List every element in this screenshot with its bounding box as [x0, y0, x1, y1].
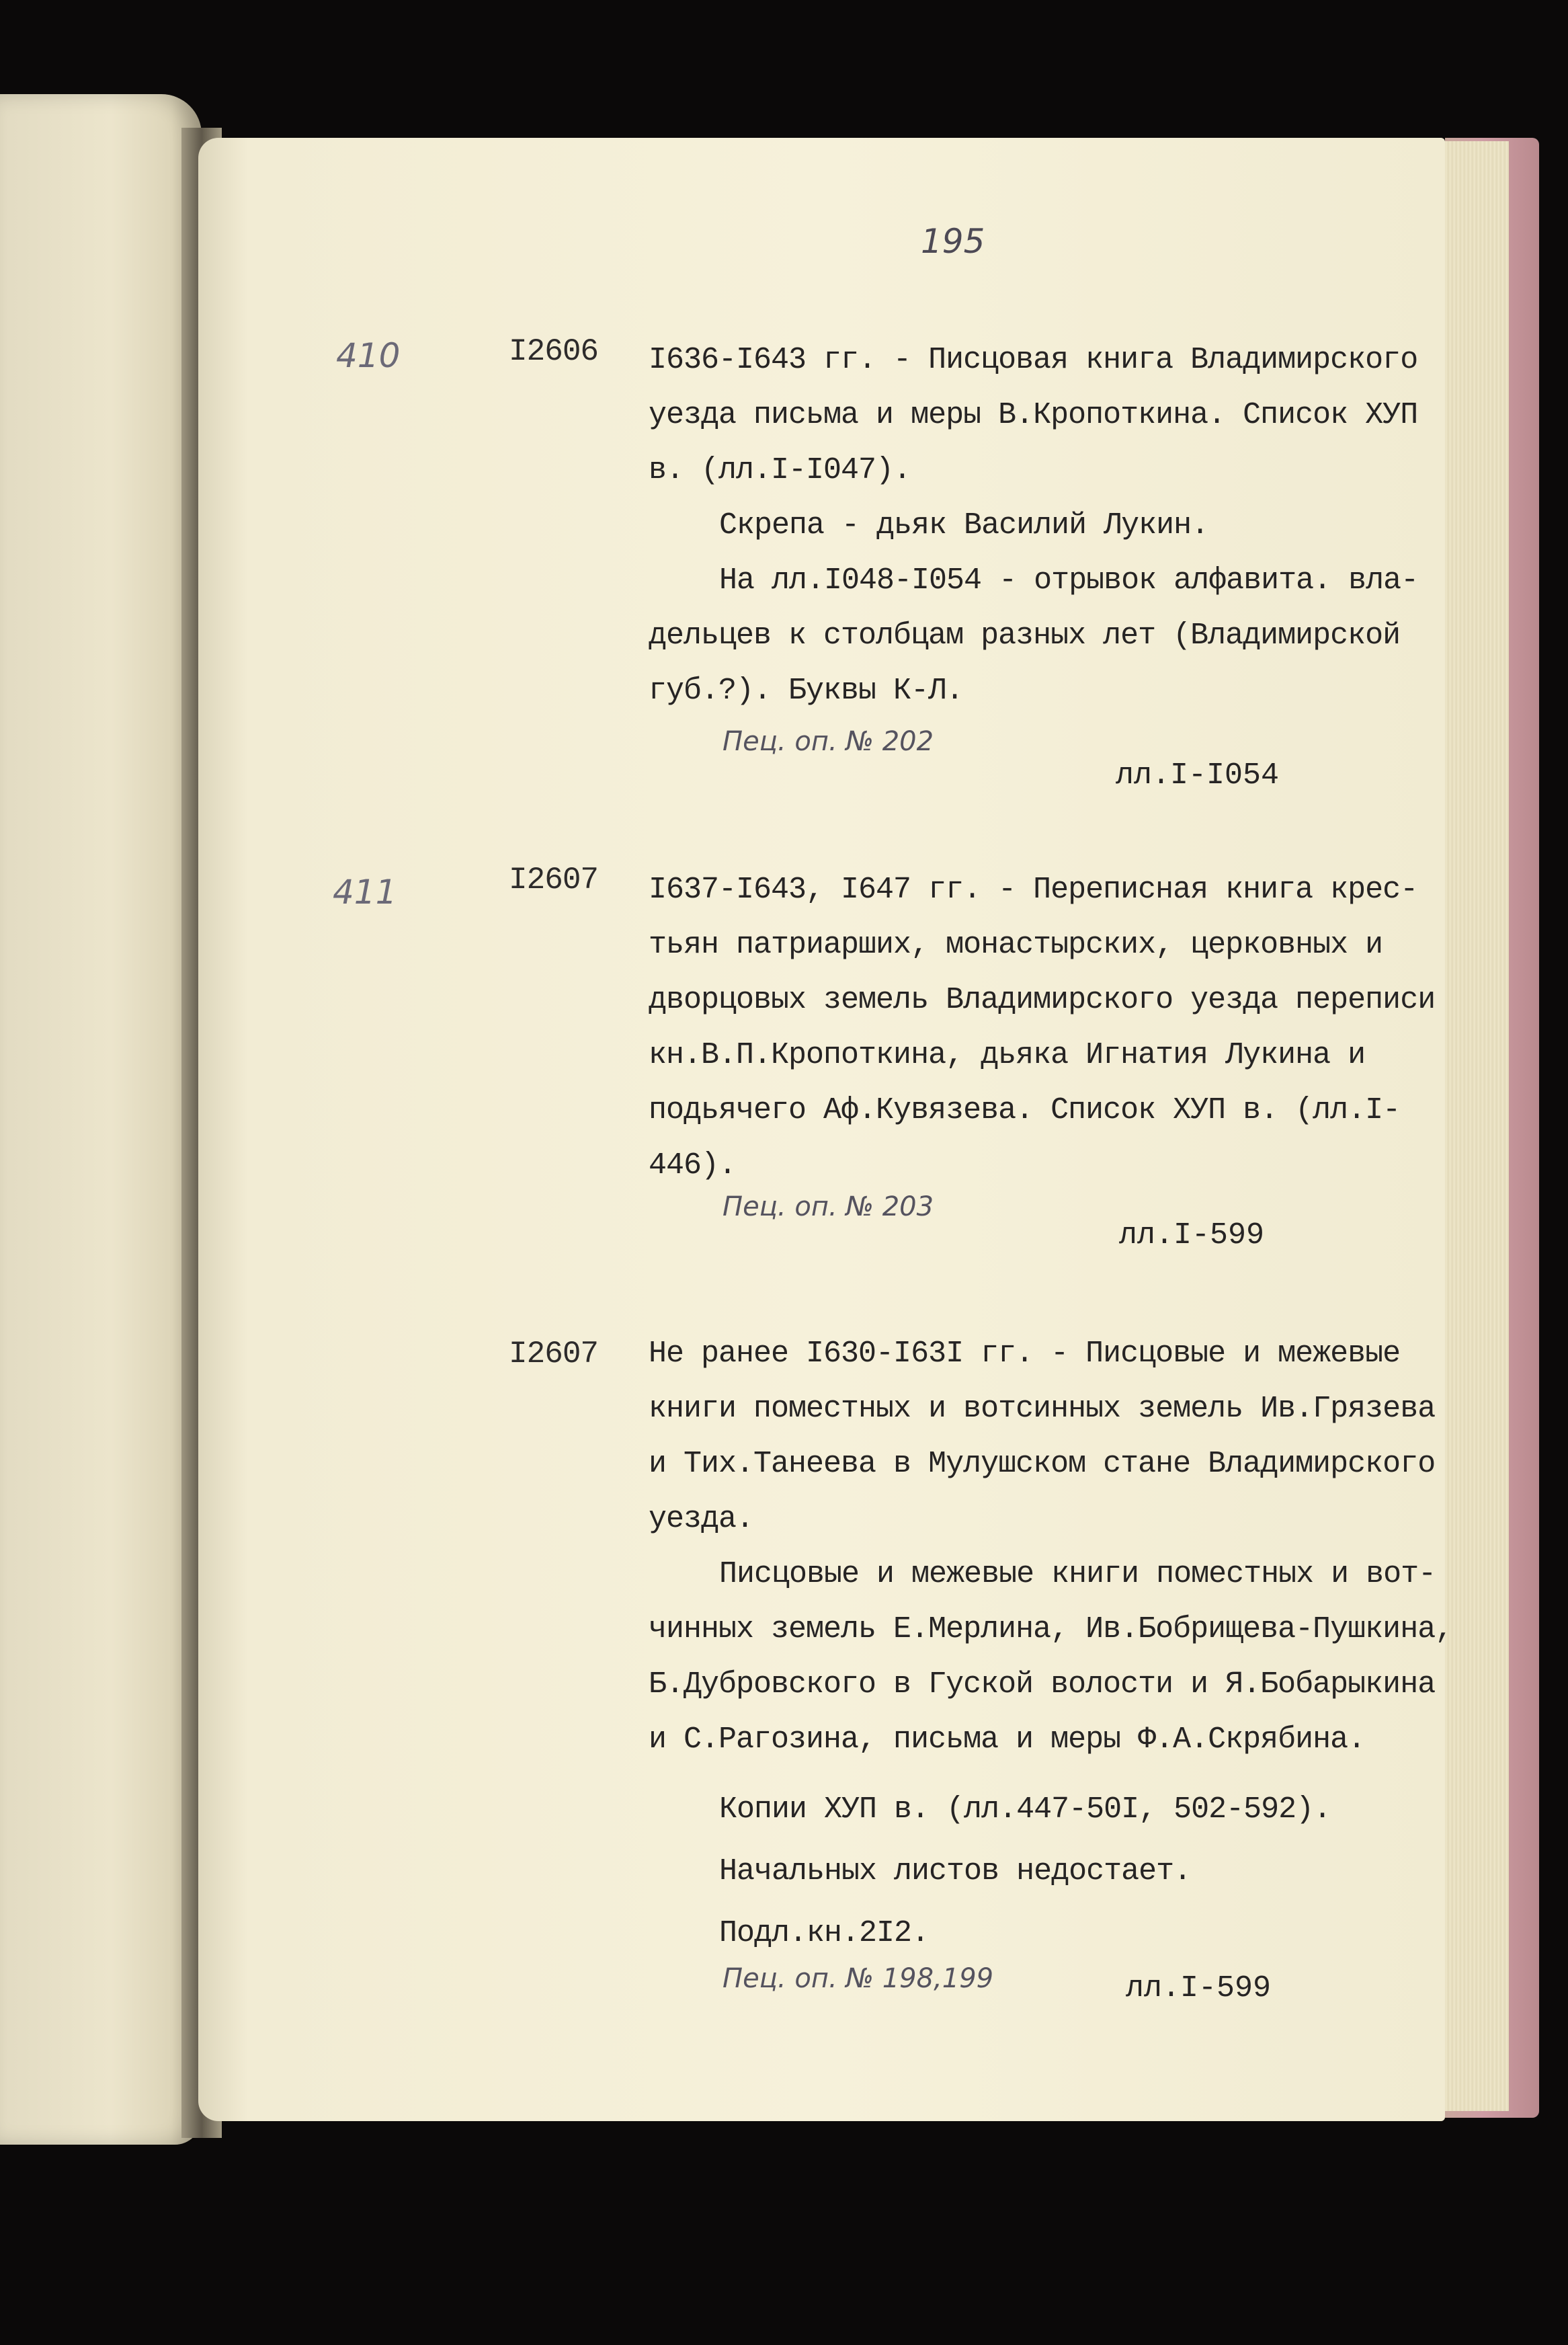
entry-text-line: тьян патриарших, монастырских, церковных и [649, 928, 1383, 962]
entry-text-line: Скрепа - дьяк Василий Лукин. [719, 508, 1209, 543]
entry-leaf-range: лл.I-599 [1119, 1218, 1265, 1253]
entry-text-line: уезда. [649, 1502, 754, 1536]
entry-text-line: книги поместных и вотсинных земель Ив.Грязева [649, 1392, 1436, 1426]
entry-text-line: губ.?). Буквы К-Л. [649, 674, 964, 708]
entry-text-line: Не ранее I630-I63I гг. - Писцовые и межевые [649, 1337, 1401, 1371]
entry-handwritten-note: Пец. оп. № 202 [723, 726, 934, 757]
entry-text-line: чинных земель Е.Мерлина, Ив.Бобрищева-Пушкина, [649, 1612, 1453, 1646]
entry-text-line: уезда письма и меры В.Кропоткина. Список ХУП [649, 398, 1418, 432]
entry-text-line: I636-I643 гг. - Писцовая книга Владимирского [649, 343, 1418, 377]
entry-leaf-range: лл.I-599 [1126, 1971, 1272, 2005]
entry-inventory-number: I2607 [509, 1337, 599, 1372]
entry-text-line: Начальных листов недостает. [719, 1854, 1192, 1889]
entry-text-line: и С.Рагозина, письма и меры Ф.А.Скрябина. [649, 1722, 1366, 1757]
entry-hand-number: 411 [333, 873, 397, 912]
entry-text-line: 446). [649, 1148, 737, 1183]
entry-text-line: На лл.I048-I054 - отрывок алфавита. вла- [719, 563, 1419, 598]
entry-handwritten-note: Пец. оп. № 203 [723, 1191, 934, 1222]
entry-handwritten-note: Пец. оп. № 198,199 [723, 1963, 994, 1994]
entry-text-line: кн.В.П.Кропоткина, дьяка Игнатия Лукина и [649, 1038, 1366, 1072]
entry-text-line: в. (лл.I-I047). [649, 453, 911, 487]
entry-text-line: дельцев к столбцам разных лет (Владимирской [649, 619, 1401, 653]
entry-text-line: Б.Дубровского в Гуской волости и Я.Бобарыкина [649, 1667, 1436, 1702]
entry-text-line: Подл.кн.2I2. [719, 1916, 930, 1950]
page-number: 195 [921, 222, 985, 261]
entry-leaf-range: лл.I-I054 [1116, 758, 1280, 793]
entry-text-line: подьячего Аф.Кувязева. Список ХУП в. (лл.I- [649, 1093, 1401, 1127]
page-stack-edge [1438, 141, 1509, 2111]
entry-text-line: Копии ХУП в. (лл.447-50I, 502-592). [719, 1792, 1331, 1827]
entry-text-line: I637-I643, I647 гг. - Переписная книга крес- [649, 873, 1418, 907]
entry-hand-number: 410 [336, 336, 401, 375]
entry-inventory-number: I2606 [509, 334, 599, 369]
entry-text-line: и Тих.Танеева в Мулушском стане Владимирского [649, 1447, 1436, 1481]
left-page [0, 94, 202, 2145]
entry-text-line: дворцовых земель Владимирского уезда переписи [649, 983, 1436, 1017]
entry-text-line: Писцовые и межевые книги поместных и вот- [719, 1557, 1436, 1591]
entry-inventory-number: I2607 [509, 863, 599, 898]
